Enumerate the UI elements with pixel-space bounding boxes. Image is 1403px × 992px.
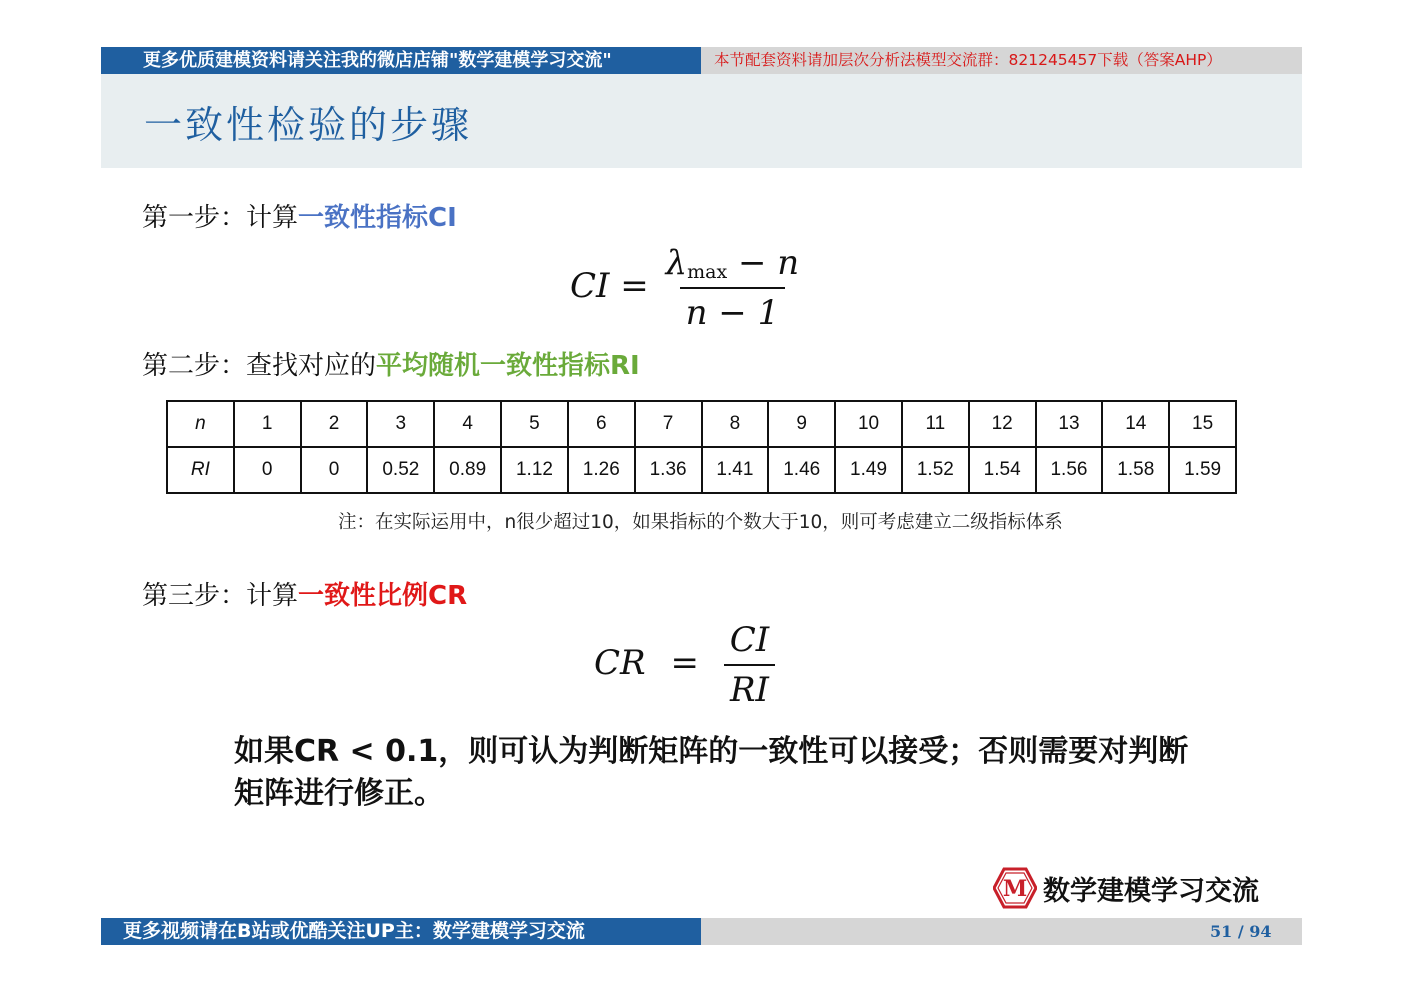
table-cell: 1.49 bbox=[835, 447, 902, 493]
table-cell: 12 bbox=[969, 401, 1036, 447]
table-cell: 1.56 bbox=[1036, 447, 1103, 493]
table-cell: 0.52 bbox=[367, 447, 434, 493]
table-note: 注：在实际运用中，n很少超过10，如果指标的个数大于10，则可考虑建立二级指标体系 bbox=[338, 512, 1063, 533]
table-cell: 1.12 bbox=[501, 447, 568, 493]
formula-cr-fraction bbox=[724, 620, 775, 710]
step-3-highlight: 一致性比例CR bbox=[298, 581, 468, 611]
table-cell: 9 bbox=[768, 401, 835, 447]
step-2-highlight: 平均随机一致性指标RI bbox=[376, 351, 640, 381]
brand-logo bbox=[993, 866, 1259, 910]
step-2-prefix: 第二步：查找对应的 bbox=[142, 351, 377, 381]
table-cell: 11 bbox=[902, 401, 969, 447]
conclusion-text: 如果CR < 0.1，则可认为判断矩阵的一致性可以接受；否则需要对判断矩阵进行修正。 bbox=[234, 734, 1189, 811]
table-cell: 7 bbox=[635, 401, 702, 447]
table-cell: 1.36 bbox=[635, 447, 702, 493]
lambda-symbol: λ bbox=[665, 243, 688, 283]
table-row-ri bbox=[167, 447, 1236, 493]
table-cell: 1.59 bbox=[1169, 447, 1236, 493]
table-cell: 1.54 bbox=[969, 447, 1036, 493]
table-cell: 6 bbox=[568, 401, 635, 447]
step-1-highlight: 一致性指标CI bbox=[298, 203, 457, 233]
table-cell: 13 bbox=[1036, 401, 1103, 447]
table-cell: 1.58 bbox=[1102, 447, 1169, 493]
step-1-prefix: 第一步：计算 bbox=[142, 203, 299, 233]
formula-cr-eq: = bbox=[670, 643, 699, 683]
table-row-n bbox=[167, 401, 1236, 447]
page-number: 51 / 94 bbox=[1210, 922, 1272, 941]
formula-cr-numerator: CI bbox=[729, 620, 770, 660]
formula-cr-lhs: CR bbox=[594, 643, 646, 683]
table-cell: 1 bbox=[234, 401, 301, 447]
lambda-subscript: max bbox=[687, 261, 728, 283]
table-cell: 2 bbox=[301, 401, 368, 447]
formula-ci-numerator bbox=[660, 243, 806, 287]
step-1 bbox=[142, 197, 457, 234]
table-cell: 4 bbox=[434, 401, 501, 447]
table-cell: 3 bbox=[367, 401, 434, 447]
logo-mark-text: M bbox=[1002, 876, 1028, 902]
table-cell: 1.52 bbox=[902, 447, 969, 493]
table-cell: 1.41 bbox=[702, 447, 769, 493]
formula-ci-denominator: n − 1 bbox=[680, 287, 786, 333]
table-row-label: n bbox=[167, 401, 234, 447]
formula-ci-lhs: CI bbox=[570, 266, 610, 306]
logo-text: 数学建模学习交流 bbox=[1043, 875, 1259, 907]
table-cell: 10 bbox=[835, 401, 902, 447]
table-cell: 0 bbox=[234, 447, 301, 493]
table-row-label: RI bbox=[167, 447, 234, 493]
table-cell: 14 bbox=[1102, 401, 1169, 447]
formula-ci-num-rest: − n bbox=[727, 243, 800, 283]
table-cell: 0.89 bbox=[434, 447, 501, 493]
table-cell: 15 bbox=[1169, 401, 1236, 447]
table-cell: 5 bbox=[501, 401, 568, 447]
formula-ci-fraction bbox=[660, 243, 806, 333]
table-cell: 8 bbox=[702, 401, 769, 447]
formula-cr-denominator: RI bbox=[724, 664, 775, 710]
footer-banner-left: 更多视频请在B站或优酷关注UP主：数学建模学习交流 bbox=[101, 918, 701, 945]
formula-cr bbox=[594, 620, 775, 710]
slide-title: 一致性检验的步骤 bbox=[144, 103, 473, 147]
step-3-prefix: 第三步：计算 bbox=[142, 581, 299, 611]
table-cell: 1.46 bbox=[768, 447, 835, 493]
ri-table bbox=[166, 400, 1237, 494]
step-3 bbox=[142, 575, 467, 612]
top-banner-right: 本节配套资料请加层次分析法模型交流群：821245457下载（答案AHP） bbox=[701, 47, 1302, 74]
table-cell: 0 bbox=[301, 447, 368, 493]
top-banner-left: 更多优质建模资料请关注我的微店店铺"数学建模学习交流" bbox=[101, 47, 701, 74]
logo-m-icon bbox=[993, 866, 1037, 910]
formula-ci bbox=[570, 243, 805, 333]
formula-ci-eq: = bbox=[620, 266, 649, 306]
step-2 bbox=[142, 345, 640, 382]
table-cell: 1.26 bbox=[568, 447, 635, 493]
